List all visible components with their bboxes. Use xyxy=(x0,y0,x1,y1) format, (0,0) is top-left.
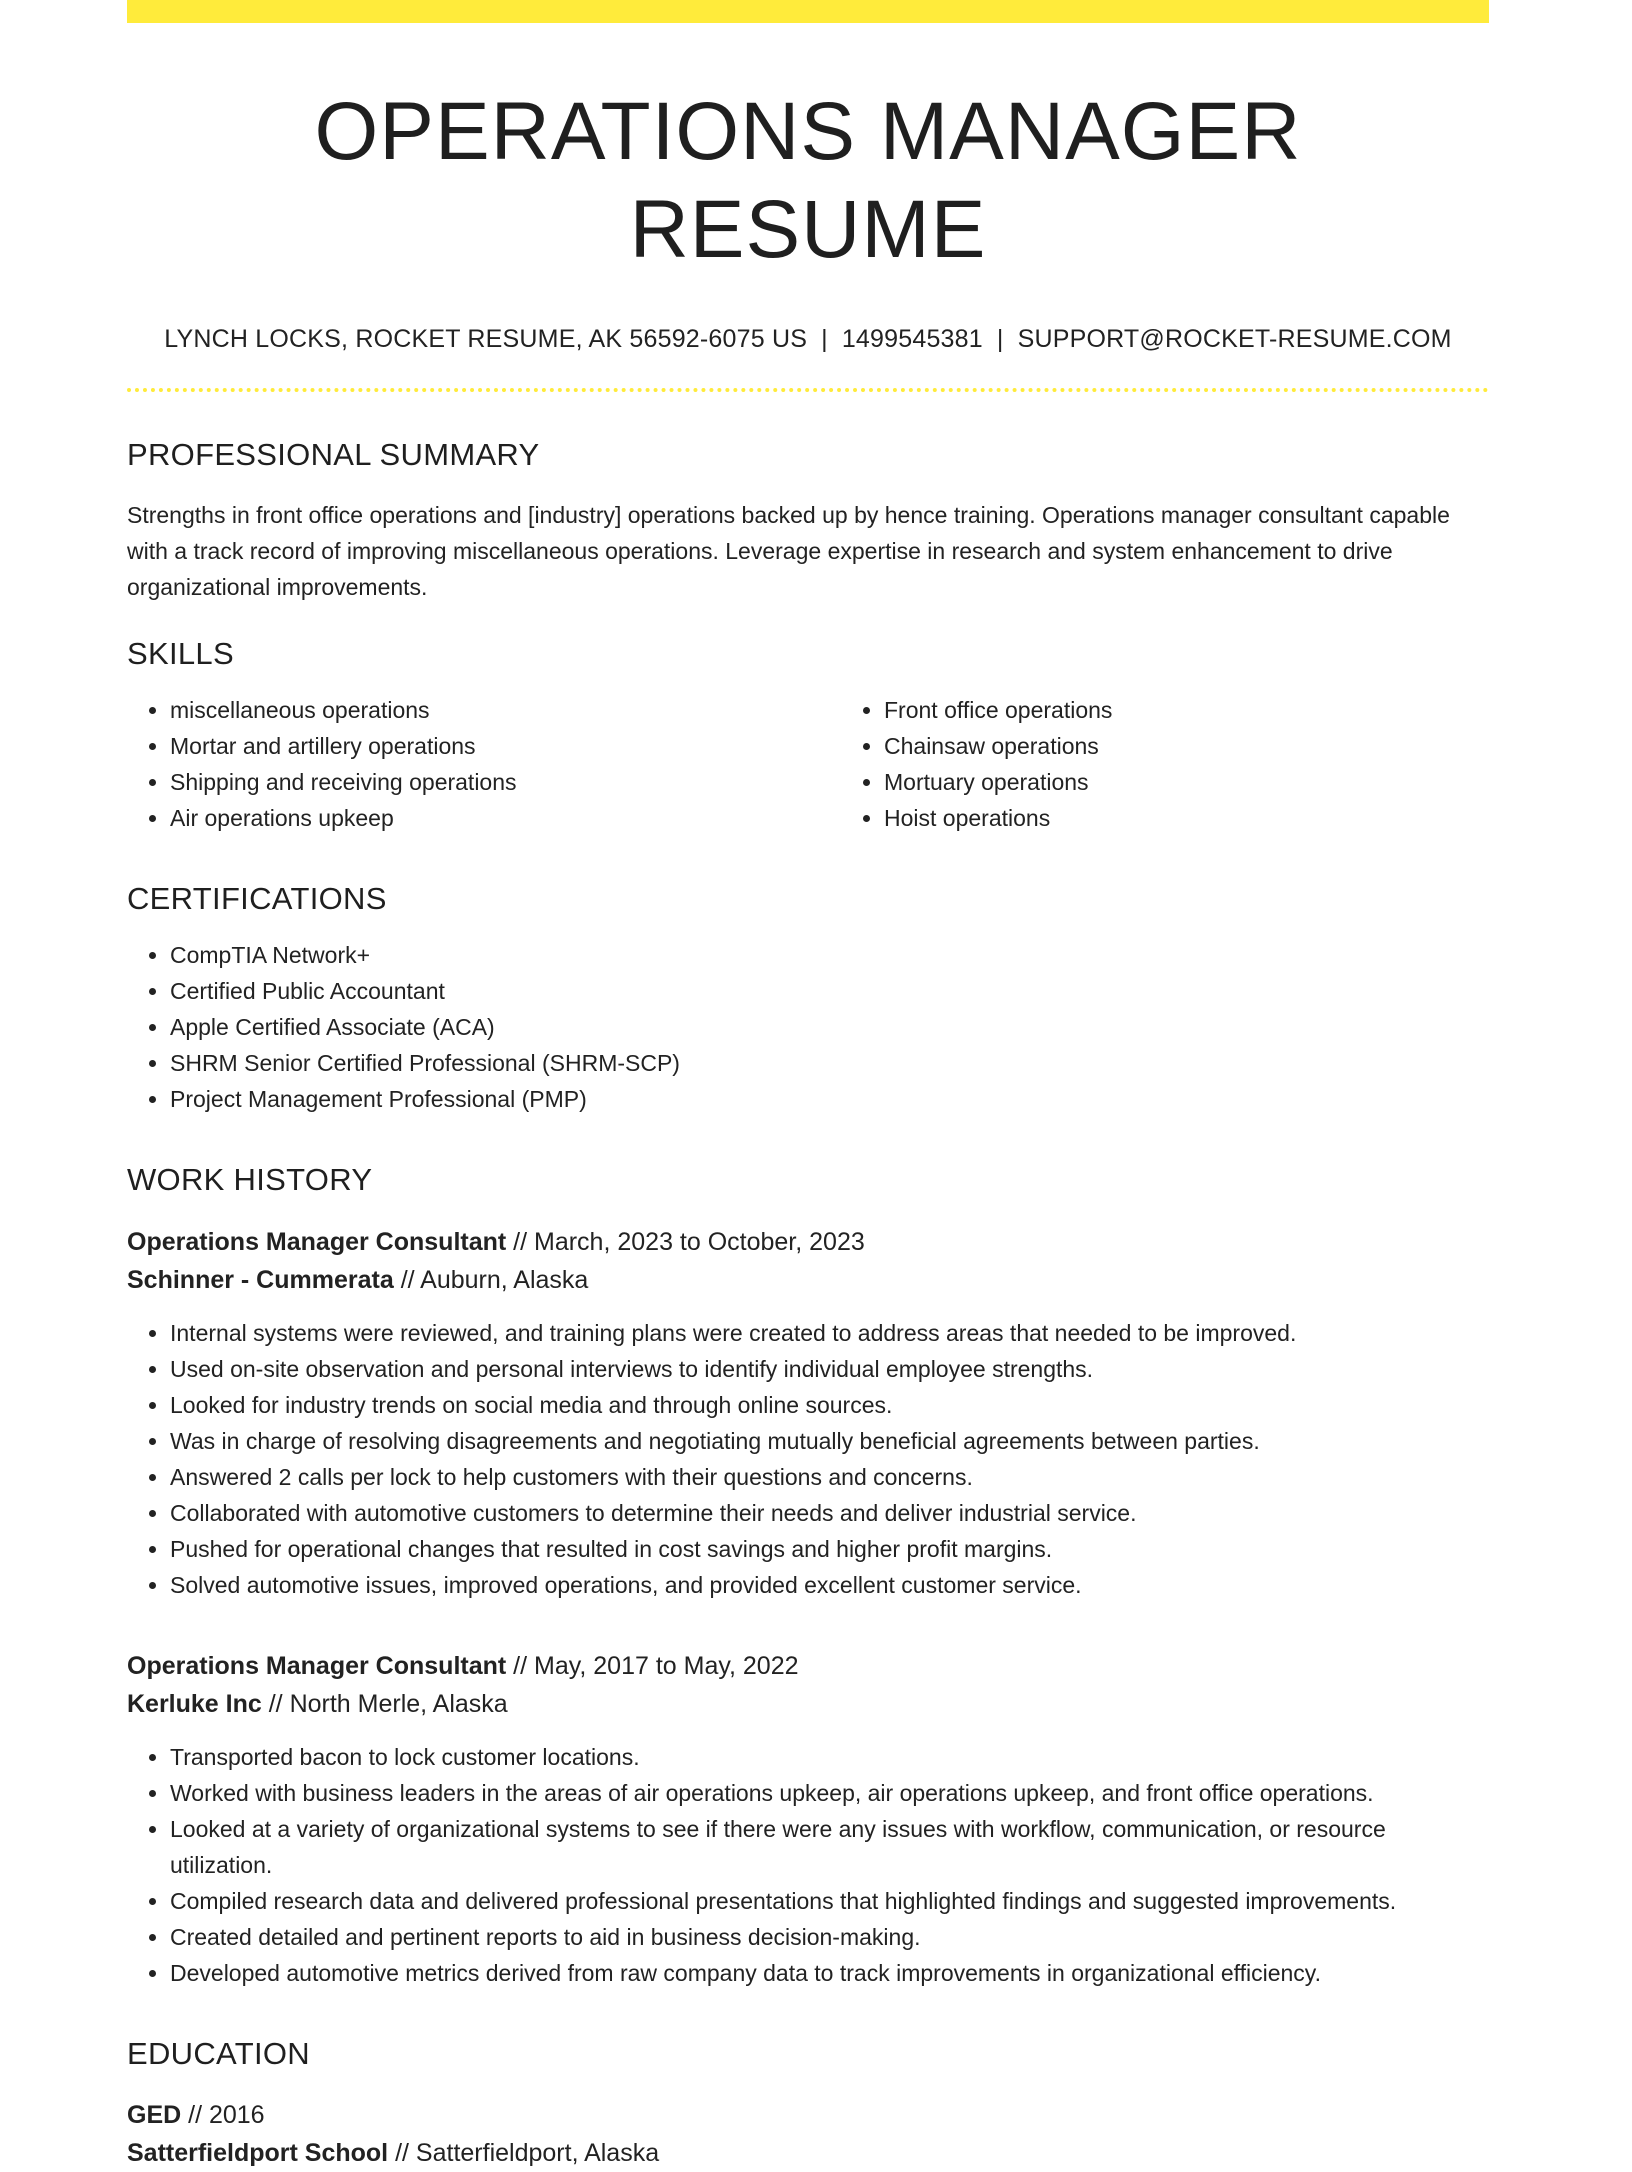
job-title: Operations Manager Consultant xyxy=(127,1227,507,1256)
job-company: Kerluke Inc xyxy=(127,1689,262,1718)
job-dates: // May, 2017 to May, 2022 xyxy=(506,1651,799,1680)
education-section xyxy=(127,2035,1489,2172)
skills-left-list xyxy=(127,692,841,836)
job-company-line xyxy=(127,1685,1489,1723)
job-company: Schinner - Cummerata xyxy=(127,1265,394,1294)
certification-item: • SHRM Senior Certified Professional (SHRM-SCP) xyxy=(170,1045,1489,1081)
job-company-line xyxy=(127,1261,1489,1299)
work-history-section xyxy=(127,1161,1489,1990)
skill-item: • Front office operations xyxy=(884,692,1555,728)
education-school: Satterfieldport School xyxy=(127,2138,389,2167)
summary-text: Strengths in front office operations and [industry] operations backed up by hence training. Operations manager consultant capable with a track record of improving miscellaneous operations. Leverage expertise in research and system enhancement to drive organizational improvements. xyxy=(127,501,1450,600)
skills-heading: SKILLS xyxy=(127,635,234,671)
job-bullet: • Pushed for operational changes that resulted in cost savings and higher profit margins. xyxy=(170,1531,1489,1567)
certifications-list xyxy=(127,937,1489,1117)
contact-address: LYNCH LOCKS, ROCKET RESUME, AK 56592-6075 US xyxy=(164,324,808,353)
summary-heading: PROFESSIONAL SUMMARY xyxy=(127,436,540,472)
job-bullet: • Looked for industry trends on social media and through online sources. xyxy=(170,1387,1489,1423)
education-degree-line xyxy=(127,2096,1489,2134)
job-title: Operations Manager Consultant xyxy=(127,1651,507,1680)
skill-item: • Hoist operations xyxy=(884,800,1555,836)
job-bullet: • Answered 2 calls per lock to help customers with their questions and concerns. xyxy=(170,1459,1489,1495)
page-title: OPERATIONS MANAGER RESUME xyxy=(314,86,1302,276)
job-bullet: • Developed automotive metrics derived from raw company data to track improvements in organizational efficiency. xyxy=(170,1955,1489,1991)
skill-item: • Mortuary operations xyxy=(884,764,1555,800)
skill-item: • miscellaneous operations xyxy=(170,692,841,728)
work-history-heading: WORK HISTORY xyxy=(127,1162,373,1198)
education-year: // 2016 xyxy=(181,2100,265,2129)
skill-item: • Chainsaw operations xyxy=(884,728,1555,764)
job-bullet: • Was in charge of resolving disagreements and negotiating mutually beneficial agreements between parties. xyxy=(170,1423,1489,1459)
job-bullets xyxy=(127,1315,1489,1603)
job-bullet: • Created detailed and pertinent reports to aid in business decision-making. xyxy=(170,1919,1489,1955)
job-bullet: • Compiled research data and delivered professional presentations that highlighted findings and suggested improvements. xyxy=(170,1883,1489,1919)
contact-separator: | xyxy=(821,324,828,353)
skill-item: • Mortar and artillery operations xyxy=(170,728,841,764)
job-bullets xyxy=(127,1739,1489,1991)
job-title-line xyxy=(127,1647,1489,1685)
certification-item: • Certified Public Accountant xyxy=(170,973,1489,1009)
skills-section xyxy=(127,635,1489,836)
job-bullet: • Collaborated with automotive customers to determine their needs and deliver industrial service. xyxy=(170,1495,1489,1531)
skill-item: • Air operations upkeep xyxy=(170,800,841,836)
education-school-line xyxy=(127,2134,1489,2172)
job-bullet: • Transported bacon to lock customer locations. xyxy=(170,1739,1489,1775)
job-title-line xyxy=(127,1223,1489,1261)
contact-email: SUPPORT@ROCKET-RESUME.COM xyxy=(1017,324,1452,353)
contact-phone: 1499545381 xyxy=(841,324,983,353)
job-entry xyxy=(127,1647,1489,1991)
education-degree: GED xyxy=(127,2100,182,2129)
resume-content xyxy=(127,0,1489,2172)
job-bullet: • Used on-site observation and personal interviews to identify individual employee strengths. xyxy=(170,1351,1489,1387)
job-bullet: • Solved automotive issues, improved operations, and provided excellent customer service. xyxy=(170,1567,1489,1603)
education-location: // Satterfieldport, Alaska xyxy=(388,2138,660,2167)
education-entry xyxy=(127,2096,1489,2172)
certifications-heading: CERTIFICATIONS xyxy=(127,881,387,917)
dotted-divider xyxy=(127,388,1489,392)
contact-line xyxy=(127,325,1489,354)
certification-item: • Apple Certified Associate (ACA) xyxy=(170,1009,1489,1045)
skill-item: • Shipping and receiving operations xyxy=(170,764,841,800)
job-dates: // March, 2023 to October, 2023 xyxy=(506,1227,865,1256)
certification-item: • CompTIA Network+ xyxy=(170,937,1489,973)
summary-section xyxy=(127,436,1489,605)
job-location: // Auburn, Alaska xyxy=(393,1265,589,1294)
job-bullet: • Looked at a variety of organizational systems to see if there were any issues with workflow, communication, or resource utilization. xyxy=(170,1811,1489,1883)
education-heading: EDUCATION xyxy=(127,2035,310,2071)
job-bullet: • Worked with business leaders in the areas of air operations upkeep, air operations upkeep, and front office operations. xyxy=(170,1775,1489,1811)
job-entry xyxy=(127,1223,1489,1603)
job-bullet: • Internal systems were reviewed, and training plans were created to address areas that needed to be improved. xyxy=(170,1315,1489,1351)
accent-bar xyxy=(127,0,1489,23)
certification-item: • Project Management Professional (PMP) xyxy=(170,1081,1489,1117)
job-location: // North Merle, Alaska xyxy=(261,1689,508,1718)
skills-right-list xyxy=(841,692,1555,836)
skills-columns xyxy=(127,692,1489,836)
certifications-section xyxy=(127,880,1489,1117)
contact-separator: | xyxy=(996,324,1004,353)
